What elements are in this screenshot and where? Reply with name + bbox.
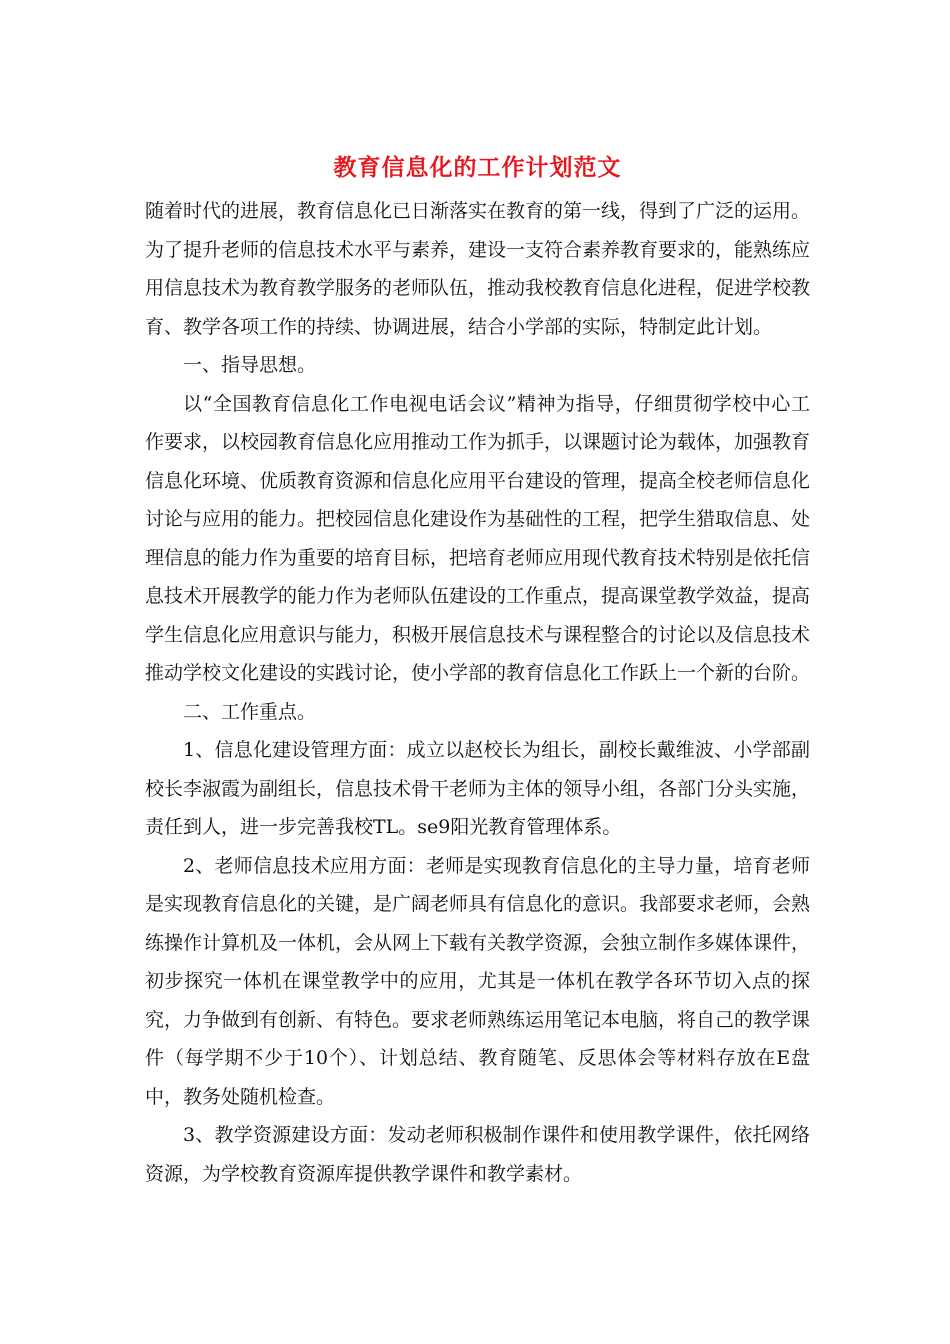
paragraph-item-1: 1、信息化建设管理方面：成立以赵校长为组长，副校长戴维波、小学部副校长李淑霞为副组长，信息技术骨干老师为主体的领导小组，各部门分头实施，责任到人，进一步完善我校TL。se9阳光教育管理体系。 [145, 739, 811, 838]
paragraph-guiding-ideology: 以“全国教育信息化工作电视电话会议”精神为指导，仔细贯彻学校中心工作要求，以校园教育信息化应用推动工作为抓手，以课题讨论为载体，加强教育信息化环境、优质教育资源和信息化应用平台建设的管理，提高全校老师信息化讨论与应用的能力。把校园信息化建设作为基础性的工程，把学生猎取信息、处理信息的能力作为重要的培育目标，把培育老师应用现代教育技术特别是依托信息技术开展教学的能力作为老师队伍建设的工作重点，提高课堂教学效益，提高学生信息化应用意识与能力，积极开展信息技术与课程整合的讨论以及信息技术推动学校文化建设的实践讨论，使小学部的教育信息化工作跃上一个新的台阶。 [145, 392, 811, 684]
heading-work-focus: 二、工作重点。 [183, 700, 317, 723]
document-title: 教育信息化的工作计划范文 [333, 154, 622, 181]
heading-guiding-ideology: 一、指导思想。 [183, 354, 317, 376]
paragraph-intro: 随着时代的进展，教育信息化已日渐落实在教育的第一线，得到了广泛的运用。为了提升老师的信息技术水平与素养，建设一支符合素养教育要求的，能熟练应用信息技术为教育教学服务的老师队伍，推动我校教育信息化进程，促进学校教育、教学各项工作的持续、协调进展，结合小学部的实际，特制定此计划。 [145, 200, 811, 338]
paragraph-item-2: 2、老师信息技术应用方面：老师是实现教育信息化的主导力量，培育老师是实现教育信息化的关键，是广阔老师具有信息化的意识。我部要求老师，会熟练操作计算机及一体机，会从网上下载有关教学资源，会独立制作多媒体课件，初步探究一体机在课堂教学中的应用，尤其是一体机在教学各环节切入点的探究，力争做到有创新、有特色。要求老师熟练运用笔记本电脑，将自己的教学课件（每学期不少于10个）、计划总结、教育随笔、反思体会等材料存放在E盘中，教务处随机检查。 [145, 854, 811, 1108]
document-page [145, 150, 810, 1193]
paragraph-item-3: 3、教学资源建设方面：发动老师积极制作课件和使用教学课件，依托网络资源，为学校教育资源库提供教学课件和教学素材。 [145, 1124, 810, 1185]
